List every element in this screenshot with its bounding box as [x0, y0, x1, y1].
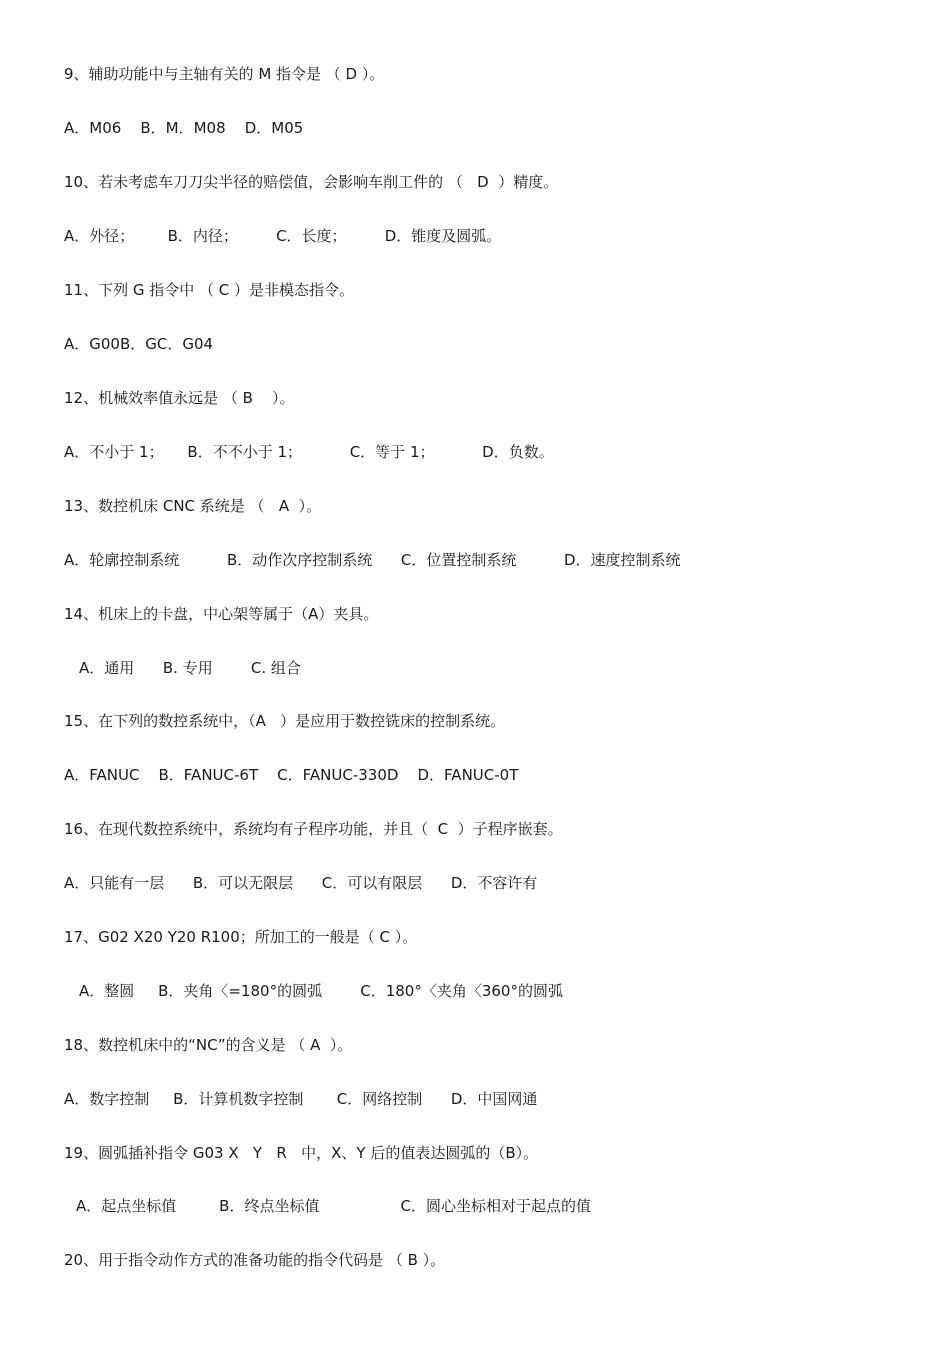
options-10: A．外径； B．内径； C．长度； D．锥度及圆弧。 — [64, 227, 502, 245]
options-17: A．整圆 B．夹角〈=180°的圆弧 C．180°〈夹角〈360°的圆弧 — [79, 982, 563, 1000]
options-14: A．通用 B. 专用 C. 组合 — [79, 659, 301, 677]
question-14: 14、机床上的卡盘，中心架等属于（A）夹具。 — [64, 605, 379, 623]
question-15: 15、在下列的数控系统中，（A ）是应用于数控铣床的控制系统。 — [64, 712, 506, 730]
options-13: A．轮廓控制系统 B．动作次序控制系统 C．位置控制系统 D．速度控制系统 — [64, 551, 681, 569]
options-15: A．FANUC B．FANUC-6T C．FANUC-330D D．FANUC-0T — [64, 766, 519, 784]
options-16: A．只能有一层 B．可以无限层 C．可以有限层 D．不容许有 — [64, 874, 538, 892]
options-11: A．G00B．GC．G04 — [64, 335, 214, 353]
options-18: A．数字控制 B．计算机数字控制 C．网络控制 D．中国网通 — [64, 1090, 538, 1108]
question-17: 17、G02 X20 Y20 R100；所加工的一般是（ C ）。 — [64, 928, 418, 946]
question-19: 19、圆弧插补指令 G03 X Y R 中，X、Y 后的值表达圆弧的（B）。 — [64, 1144, 539, 1162]
question-13: 13、数控机床 CNC 系统是 （ A ）。 — [64, 497, 322, 515]
options-9: A．M06 B．M．M08 D．M05 — [64, 119, 304, 137]
options-12: A．不小于 1； B．不不小于 1； C．等于 1； D．负数。 — [64, 443, 554, 461]
question-10: 10、若未考虑车刀刀尖半径的赔偿值，会影响车削工件的 （ D ）精度。 — [64, 173, 559, 191]
question-20: 20、用于指令动作方式的准备功能的指令代码是 （ B ）。 — [64, 1251, 446, 1269]
options-19: A．起点坐标值 B．终点坐标值 C．圆心坐标相对于起点的值 — [76, 1197, 591, 1215]
question-18: 18、数控机床中的“NC”的含义是 （ A ）。 — [64, 1036, 353, 1054]
question-16: 16、在现代数控系统中，系统均有子程序功能，并且（ C ）子程序嵌套。 — [64, 820, 563, 838]
question-11: 11、下列 G 指令中 （ C ）是非模态指令。 — [64, 281, 355, 299]
question-9: 9、辅助功能中与主轴有关的 M 指令是 （ D ）。 — [64, 65, 385, 83]
question-12: 12、机械效率值永远是 （ B ）。 — [64, 389, 295, 407]
